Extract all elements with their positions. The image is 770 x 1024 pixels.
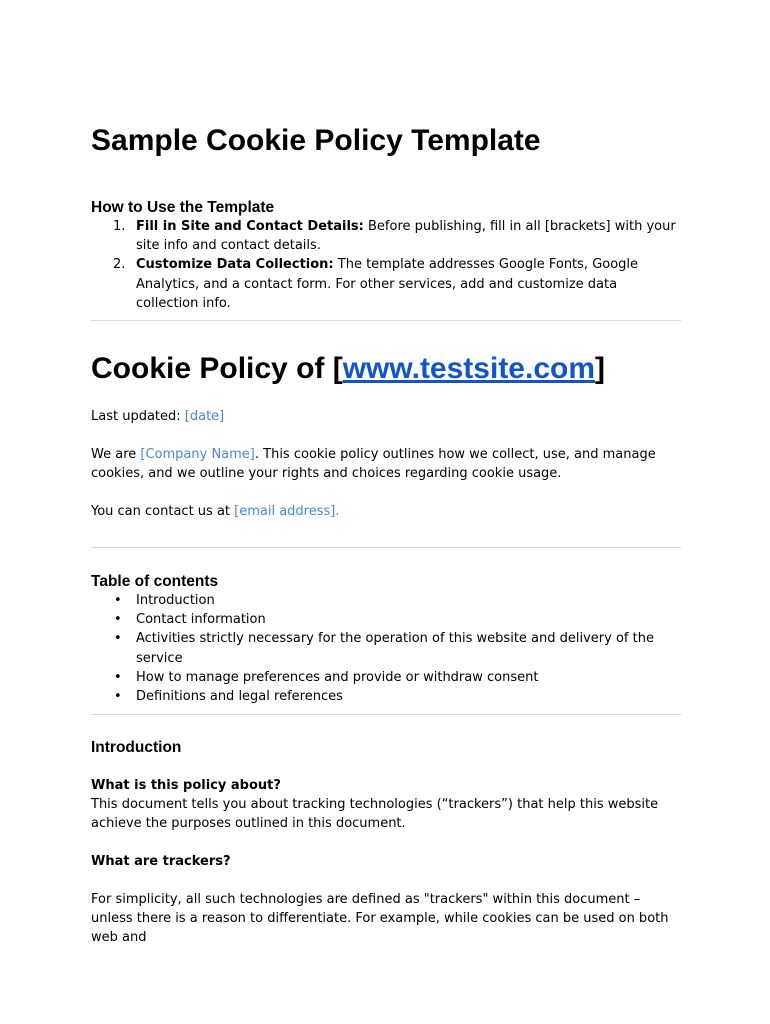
how-to-item xyxy=(91,255,681,313)
toc-item-label: Definitions and legal references xyxy=(136,689,343,705)
how-to-list xyxy=(91,217,681,313)
question-what-are-trackers: What are trackers? xyxy=(91,854,231,869)
site-link[interactable]: www.testsite.com xyxy=(342,352,596,385)
toc-item-label: Contact information xyxy=(136,612,266,628)
policy-heading-suffix: ] xyxy=(595,352,606,385)
toc-item xyxy=(91,687,681,706)
toc-item-label: How to manage preferences and provide or withdraw consent xyxy=(136,669,539,685)
section-divider xyxy=(91,547,681,548)
introduction-heading: Introduction xyxy=(91,739,182,756)
bullet-icon: • xyxy=(114,689,122,705)
toc-item-label: Activities strictly necessary for the operation of this website and delivery of the service xyxy=(136,631,654,666)
last-updated xyxy=(91,407,681,426)
how-to-item xyxy=(91,217,681,255)
section-divider xyxy=(91,320,681,321)
question-what-is-policy: What is this policy about? xyxy=(91,778,281,793)
intro-prefix: We are xyxy=(91,447,141,462)
list-number: 1. xyxy=(113,219,126,234)
bullet-icon: • xyxy=(114,593,122,608)
toc-heading: Table of contents xyxy=(91,573,219,590)
policy-heading xyxy=(91,352,605,386)
toc-item-label: Introduction xyxy=(136,593,215,608)
how-to-item-label: Customize Data Collection: xyxy=(136,257,334,273)
how-to-heading: How to Use the Template xyxy=(91,199,275,216)
how-to-item-text: The template addresses Google Fonts, Google Analytics, and a contact form. For other services, add and customize data collection info. xyxy=(136,257,639,311)
toc-item xyxy=(91,629,681,667)
contact-prefix: You can contact us at xyxy=(91,504,235,519)
bullet-icon: • xyxy=(114,612,122,628)
contact-paragraph xyxy=(91,502,681,521)
how-to-item-label: Fill in Site and Contact Details: xyxy=(136,219,364,234)
bullet-icon: • xyxy=(114,669,122,685)
list-number: 2. xyxy=(113,257,126,273)
policy-heading-prefix: Cookie Policy of [ xyxy=(91,352,343,385)
date-placeholder: [date] xyxy=(184,409,225,424)
answer-what-is-policy: This document tells you about tracking technologies (“trackers”) that help this website achieve the purposes outlined in this document. xyxy=(91,797,659,832)
toc-item xyxy=(91,610,681,629)
toc-list xyxy=(91,591,681,706)
bullet-icon: • xyxy=(114,631,122,647)
toc-item xyxy=(91,668,681,687)
toc-item xyxy=(91,591,681,610)
company-name-placeholder: [Company Name] xyxy=(140,447,255,462)
document-title: Sample Cookie Policy Template xyxy=(91,124,541,157)
last-updated-label: Last updated: xyxy=(91,409,185,424)
how-to-item-text: Before publishing, fill in all [brackets] with your site info and contact details. xyxy=(136,219,676,254)
intro-suffix: . This cookie policy outlines how we collect, use, and manage cookies, and we outline your rights and choices regarding cookie usage. xyxy=(91,447,656,482)
section-divider xyxy=(91,714,681,715)
email-placeholder: [email address]. xyxy=(234,504,340,519)
answer-what-are-trackers: For simplicity, all such technologies are defined as "trackers" within this document – unless there is a reason to differentiate. For example, while cookies can be used on both web and xyxy=(91,892,669,946)
intro-paragraph xyxy=(91,445,681,483)
